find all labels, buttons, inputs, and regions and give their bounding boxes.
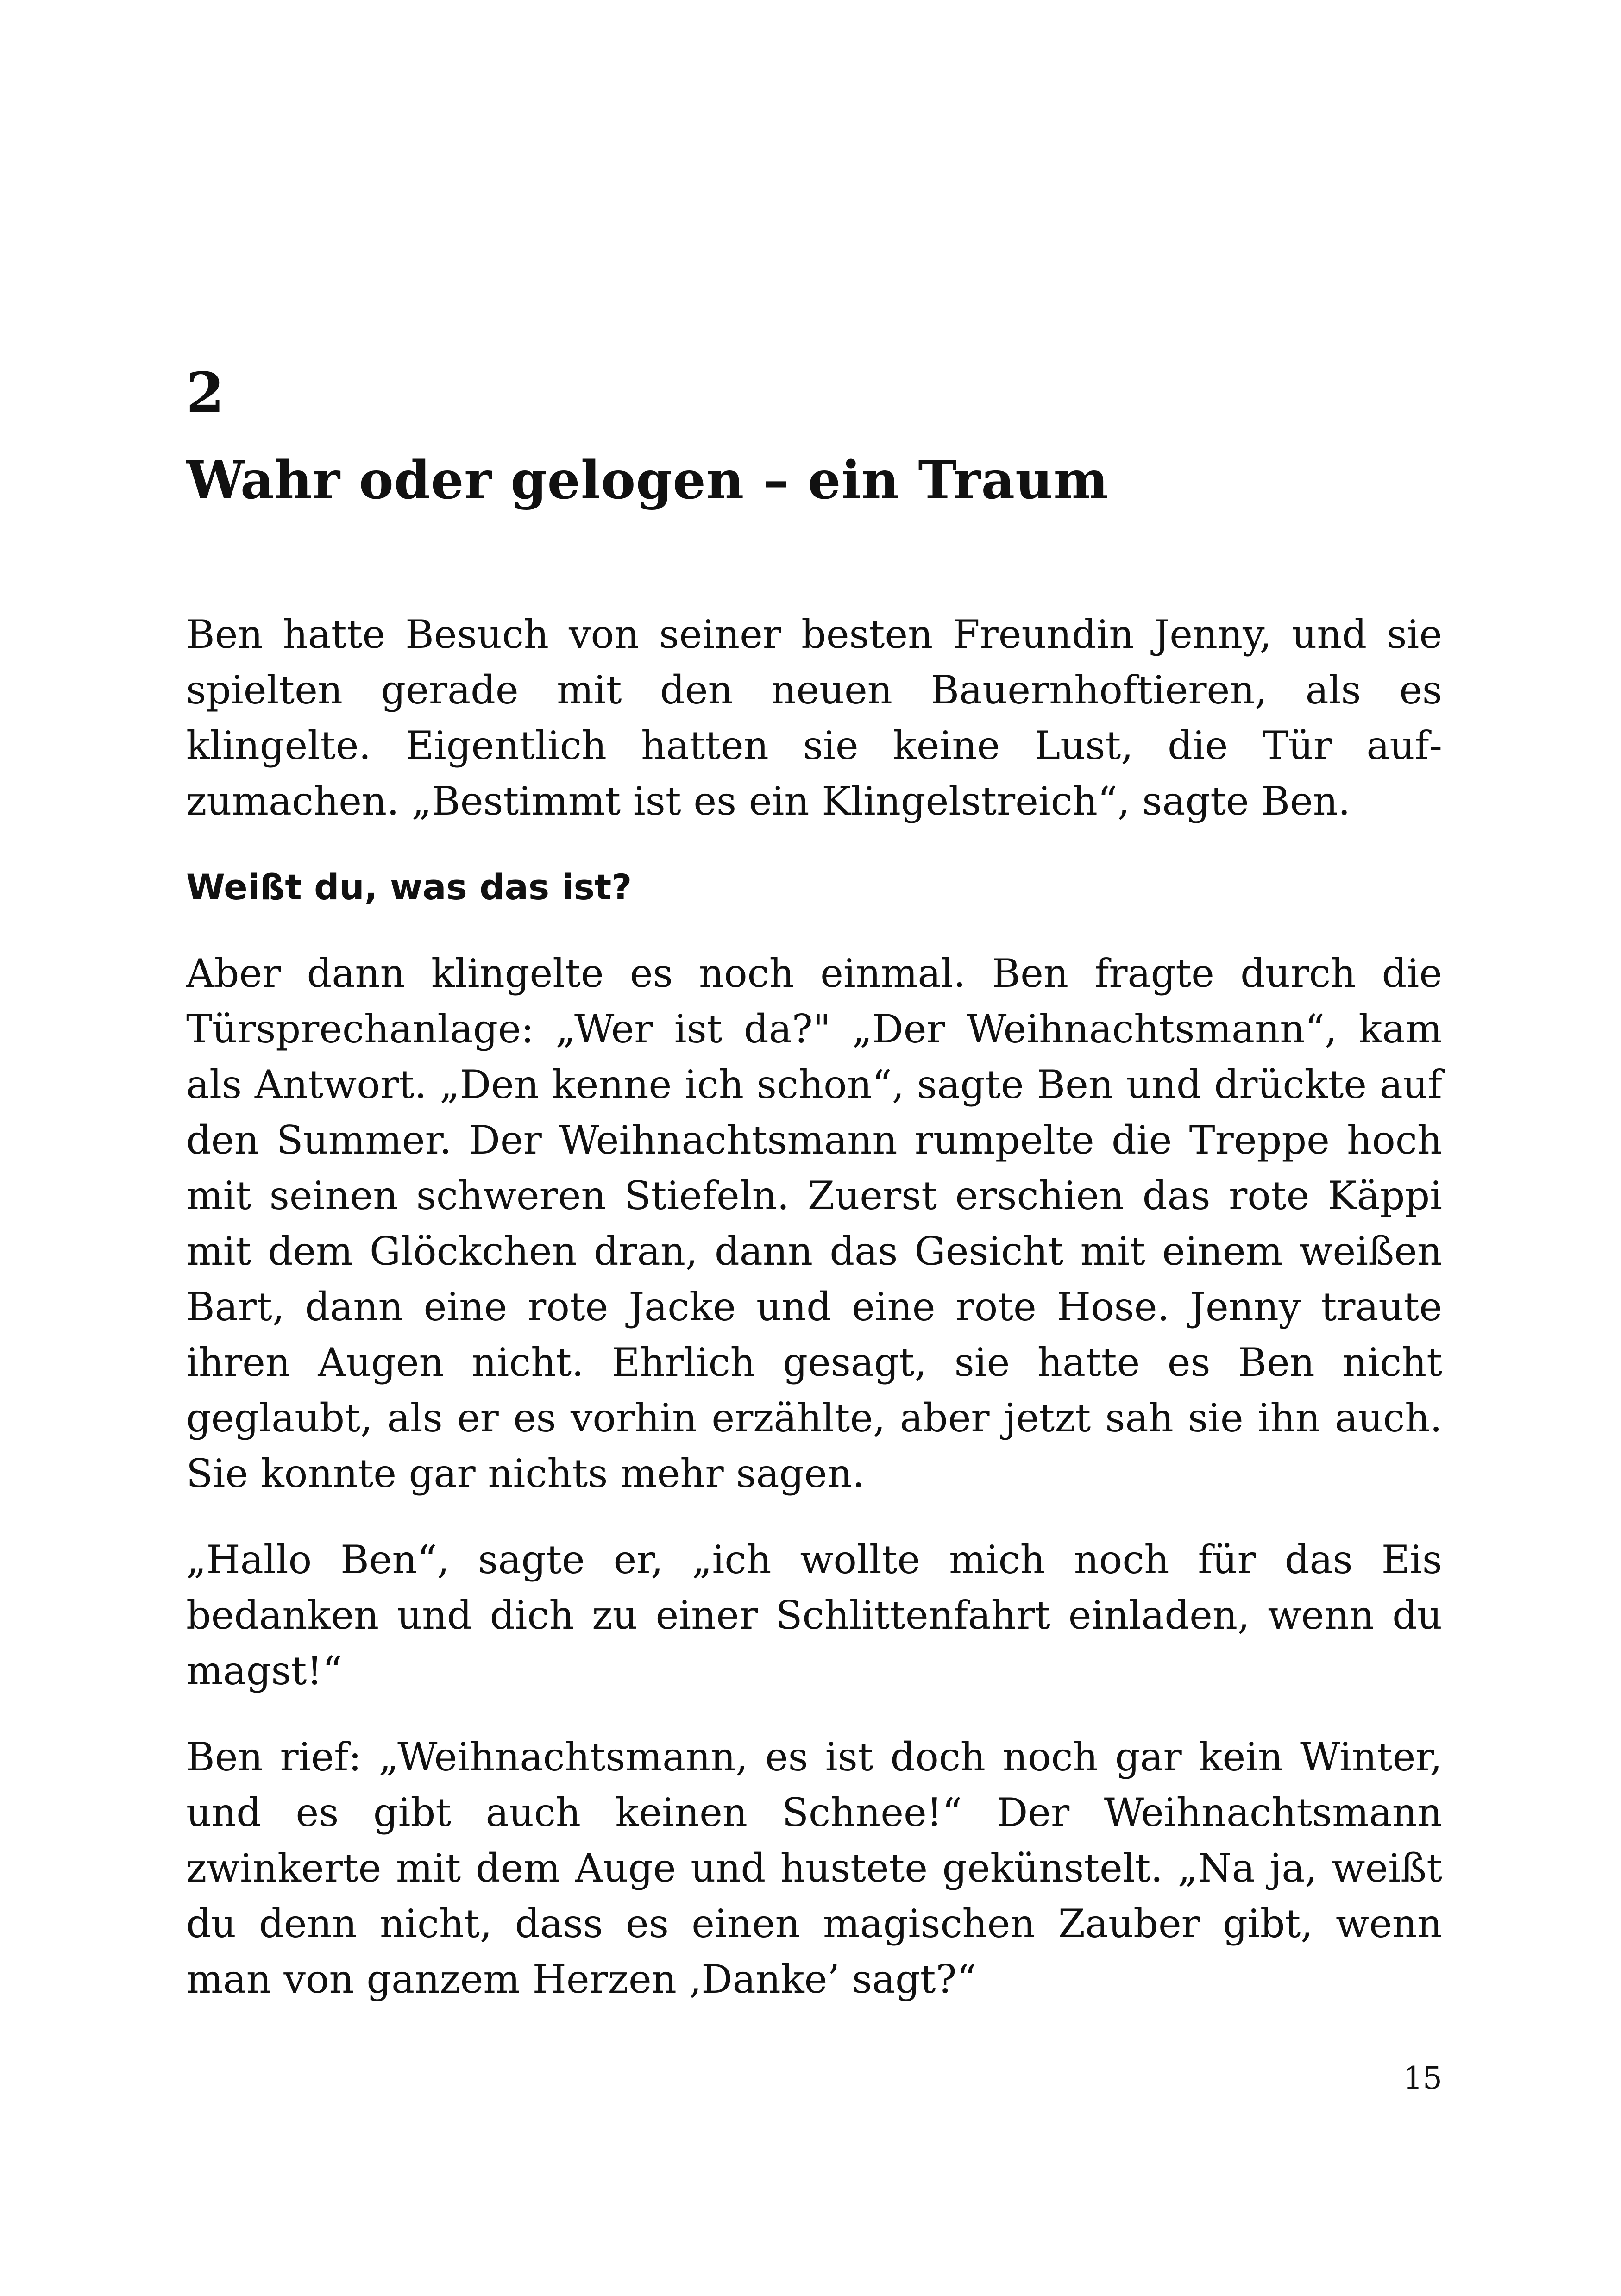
book-page: [186, 0, 1442, 2296]
paragraph-3: „Hallo Ben“, sagte er, „ich wollte mich noch für das Eis bedanken und dich zu einer Schlittenfahrt einladen, wenn du magst!“: [186, 1537, 1442, 1694]
paragraph-2: Aber dann klingelte es noch einmal. Ben fragte durch die Türsprechanlage: „Wer ist da?" „Der Weihnachtsmann“, kam als Antwort. „Den kenne ich schon“, sagte Ben und drückte auf den Summer. Der Weihnachtsmann rumpelte die Treppe hoch mit seinen schweren Stiefeln. Zuerst erschien das rote Käppi mit dem Glöckchen dran, dann das Gesicht mit einem weißen Bart, dann eine rote Jacke und eine rote Hose. Jenny traute ihren Augen nicht. Ehrlich gesagt, sie hatte es Ben nicht geglaubt, als er es vorhin erzählte, aber jetzt sah sie ihn auch. Sie konnte gar nichts mehr sagen.: [186, 951, 1442, 1496]
chapter-title: Wahr oder gelogen – ein Traum: [186, 450, 1109, 511]
chapter-body: [186, 607, 1442, 2038]
question-prompt: Weißt du, was das ist?: [186, 866, 632, 908]
paragraph-1: Ben hatte Besuch von seiner besten Freundin Jenny, und sie spielten gerade mit den neuen Bauernhoftieren, als es klingelte. Eigentlich hatten sie keine Lust, die Tür aufzumachen. „Bestimmt ist es ein Klingelstreich“, sagte Ben.: [186, 612, 1442, 824]
chapter-number: 2: [186, 360, 225, 425]
paragraph-4: Ben rief: „Weihnachtsmann, es ist doch noch gar kein Winter, und es gibt auch keinen Schnee!“ Der Weihnachtsmann zwinkerte mit dem Auge und hustete gekünstelt. „Na ja, weißt du denn nicht, dass es einen magischen Zauber gibt, wenn man von ganzem Herzen ‚Danke’ sagt?“: [186, 1734, 1442, 2002]
page-number: 15: [1403, 2060, 1442, 2096]
